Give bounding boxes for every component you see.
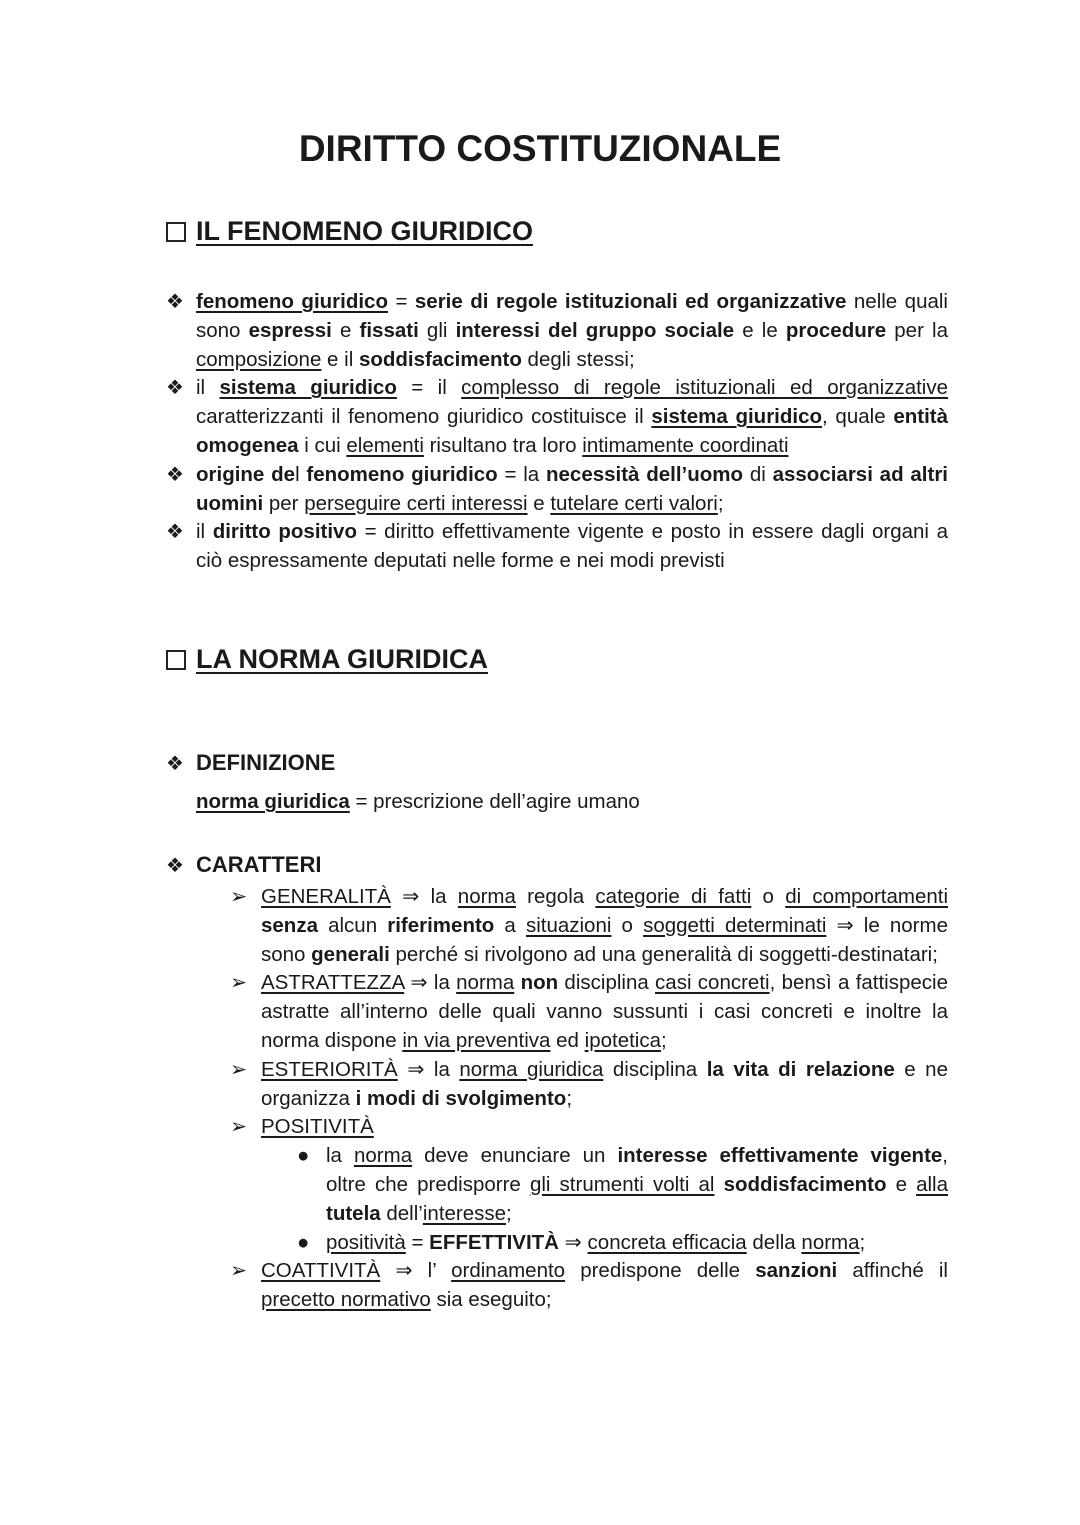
arrow-bullet-icon: ➢ [230, 885, 248, 908]
diamond-bullet-icon: ❖ [166, 463, 184, 486]
definition-text: norma giuridica = prescrizione dell’agire umano [196, 790, 640, 813]
sublist-item: ● la norma deve enunciare un interesse effettivamente vigente, oltre che predisporre gli strumenti volti al soddisfacimento e alla tutela dell’interesse; [297, 1144, 948, 1225]
diamond-bullet-icon: ❖ [166, 377, 184, 400]
list-item: ❖ fenomeno giuridico = serie di regole istituzionali ed organizzative nelle quali sono espressi e fissati gli interessi del gruppo sociale e le procedure per la composizione e il soddisfacimento degli stessi; [166, 290, 949, 371]
list-item-generalita: ➢ GENERALITÀ ⇒ la norma regola categorie di fatti o di comportamenti senza alcun riferimento a situazioni o soggetti determinati ⇒ le norme sono generali perché si rivolgono ad una generalità di soggetti-destinatari; [230, 885, 948, 966]
checkbox-icon[interactable] [166, 650, 186, 670]
list-item: ❖ origine del fenomeno giuridico = la necessità dell’uomo di associarsi ad altri uomini per perseguire certi interessi e tutelare certi valori; [166, 462, 948, 515]
diamond-bullet-icon: ❖ [166, 521, 184, 544]
subheading-definizione: ❖ DEFINIZIONE [166, 750, 336, 775]
list-item: ❖ il sistema giuridico = il complesso di regole istituzionali ed organizzative caratterizzanti il fenomeno giuridico costituisce il sistema giuridico, quale entità omogenea i cui elementi risultano tra loro intimamente coordinati [166, 376, 949, 457]
list-item-astrattezza: ➢ ASTRATTEZZA ⇒ la norma non disciplina casi concreti, bensì a fattispecie astratte all’interno delle quali vanno sussunti i casi concreti e inoltre la norma dispone in via preventiva ed ipotetica; [230, 971, 948, 1052]
dot-bullet-icon: ● [297, 1230, 310, 1254]
fenomeno-giuridico-list [166, 288, 948, 576]
section-heading-label: IL FENOMENO GIURIDICO [196, 216, 534, 246]
checkbox-icon[interactable] [166, 222, 186, 242]
list-item-esteriorita: ➢ ESTERIORITÀ ⇒ la norma giuridica disciplina la vita di relazione e ne organizza i modi di svolgimento; [230, 1057, 948, 1110]
dot-bullet-icon: ● [297, 1144, 310, 1168]
list-item-positivita: ➢ POSITIVITÀ ● la norma deve enunciare un interesse effettivamente vigente, oltre che predisporre gli strumenti volti al soddisfacimento e alla tutela dell’interesse; ● positività = EFFETTIVITÀ ⇒ concreta efficacia della norma; [230, 1113, 948, 1257]
list-item-coattivita: ➢ COATTIVITÀ ⇒ l’ ordinamento predispone delle sanzioni affinché il precetto normativo sia eseguito; [230, 1259, 948, 1312]
sublist-item: ● positività = EFFETTIVITÀ ⇒ concreta efficacia della norma; [261, 1229, 948, 1258]
list-item: ❖ il diritto positivo = diritto effettivamente vigente e posto in essere dagli organi a ciò espressamente deputati nelle forme e nei modi previsti [166, 520, 948, 573]
section-heading-label: LA NORMA GIURIDICA [196, 644, 488, 674]
diamond-bullet-icon: ❖ [166, 753, 184, 775]
diamond-bullet-icon: ❖ [166, 291, 184, 313]
caratteri-list [230, 883, 948, 1315]
arrow-bullet-icon: ➢ [230, 1259, 248, 1283]
diamond-bullet-icon: ❖ [166, 855, 184, 877]
section-heading-fenomeno-giuridico [166, 216, 533, 247]
arrow-bullet-icon: ➢ [230, 1057, 248, 1081]
subheading-caratteri: ❖ CARATTERI [166, 852, 322, 877]
arrow-bullet-icon: ➢ [230, 971, 248, 995]
section-heading-norma-giuridica [166, 644, 488, 675]
positivita-sublist [261, 1142, 948, 1257]
document-title: DIRITTO COSTITUZIONALE [298, 128, 782, 169]
arrow-bullet-icon: ➢ [230, 1115, 248, 1139]
